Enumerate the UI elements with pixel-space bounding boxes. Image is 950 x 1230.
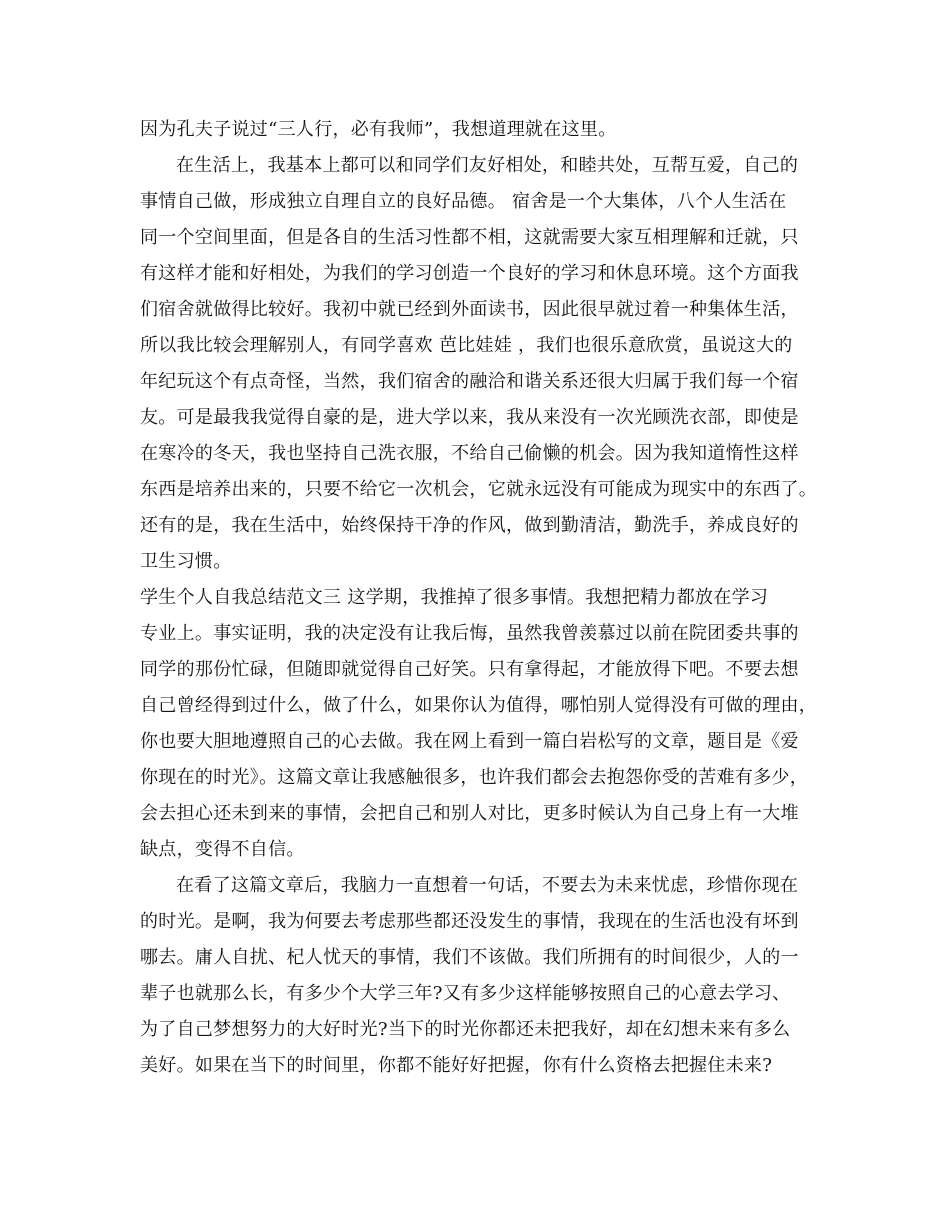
- paragraph-start-line: 在生活上，我基本上都可以和同学们友好相处，和睦共处，互帮互爱，自己的: [176, 155, 799, 176]
- text-line: 的时光。是啊，我为何要去考虑那些都还没发生的事情，我现在的生活也没有坏到: [140, 911, 799, 932]
- text-line: 友。可是最我我觉得自豪的是，进大学以来，我从来没有一次光顾洗衣部，即使是: [140, 407, 799, 428]
- text-line: 专业上。事实证明，我的决定没有让我后悔，虽然我曾羡慕过以前在院团委共事的: [140, 623, 799, 644]
- text-line: 你也要大胆地遵照自己的心去做。我在网上看到一篇白岩松写的文章，题目是《爱: [140, 731, 799, 752]
- text-line: 为了自己梦想努力的大好时光?当下的时光你都还未把我好，却在幻想未来有多么: [140, 1019, 791, 1040]
- text-line: 因为孔夫子说过“三人行，必有我师”，我想道理就在这里。: [140, 119, 617, 140]
- text-line: 你现在的时光》。这篇文章让我感触很多，也许我们都会去抱怨你受的苦难有多少，: [140, 767, 809, 788]
- text-line: 辈子也就那么长，有多少个大学三年?又有多少这样能够按照自己的心意去学习、: [140, 983, 791, 1004]
- text-line: 事情自己做，形成独立自理自立的良好品德。 宿舍是一个大集体，八个人生活在: [140, 191, 787, 212]
- text-line: 有这样才能和好相处，为我们的学习创造一个良好的学习和休息环境。这个方面我: [140, 263, 799, 284]
- text-line: 年纪玩这个有点奇怪，当然，我们宿舍的融洽和谐关系还很大归属于我们每一个宿: [140, 371, 799, 392]
- text-line: 们宿舍就做得比较好。我初中就已经到外面读书，因此很早就过着一种集体生活，: [140, 299, 799, 320]
- text-line: 所以我比较会理解别人，有同学喜欢 芭比娃娃 ，我们也很乐意欣赏，虽说这大的: [140, 335, 793, 356]
- text-line: 同学的那份忙碌，但随即就觉得自己好笑。只有拿得起，才能放得下吧。不要去想: [140, 659, 799, 680]
- text-line: 东西是培养出来的，只要不给它一次机会，它就永远没有可能成为现实中的东西了。: [140, 479, 818, 500]
- text-line: 缺点，变得不自信。: [140, 839, 305, 860]
- paragraph-start-line: 在看了这篇文章后，我脑力一直想着一句话，不要去为未来忧虑，珍惜你现在: [176, 875, 799, 896]
- text-line: 在寒冷的冬天，我也坚持自己洗衣服，不给自己偷懒的机会。因为我知道惰性这样: [140, 443, 799, 464]
- text-line: 还有的是，我在生活中，始终保持干净的作风，做到勤清洁，勤洗手，养成良好的: [140, 515, 799, 536]
- section-heading-line: 学生个人自我总结范文三 这学期，我推掉了很多事情。我想把精力都放在学习: [140, 587, 769, 608]
- text-line: 同一个空间里面，但是各自的生活习性都不相，这就需要大家互相理解和迁就，只: [140, 227, 799, 248]
- text-line: 哪去。庸人自扰、杞人忧天的事情，我们不该做。我们所拥有的时间很少，人的一: [140, 947, 799, 968]
- text-line: 卫生习惯。: [140, 551, 232, 572]
- text-line: 会去担心还未到来的事情，会把自己和别人对比，更多时候认为自己身上有一大堆: [140, 803, 799, 824]
- text-line: 自己曾经得到过什么，做了什么，如果你认为值得，哪怕别人觉得没有可做的理由，: [140, 695, 818, 716]
- text-line: 美好。如果在当下的时间里，你都不能好好把握，你有什么资格去把握住未来?: [140, 1055, 773, 1076]
